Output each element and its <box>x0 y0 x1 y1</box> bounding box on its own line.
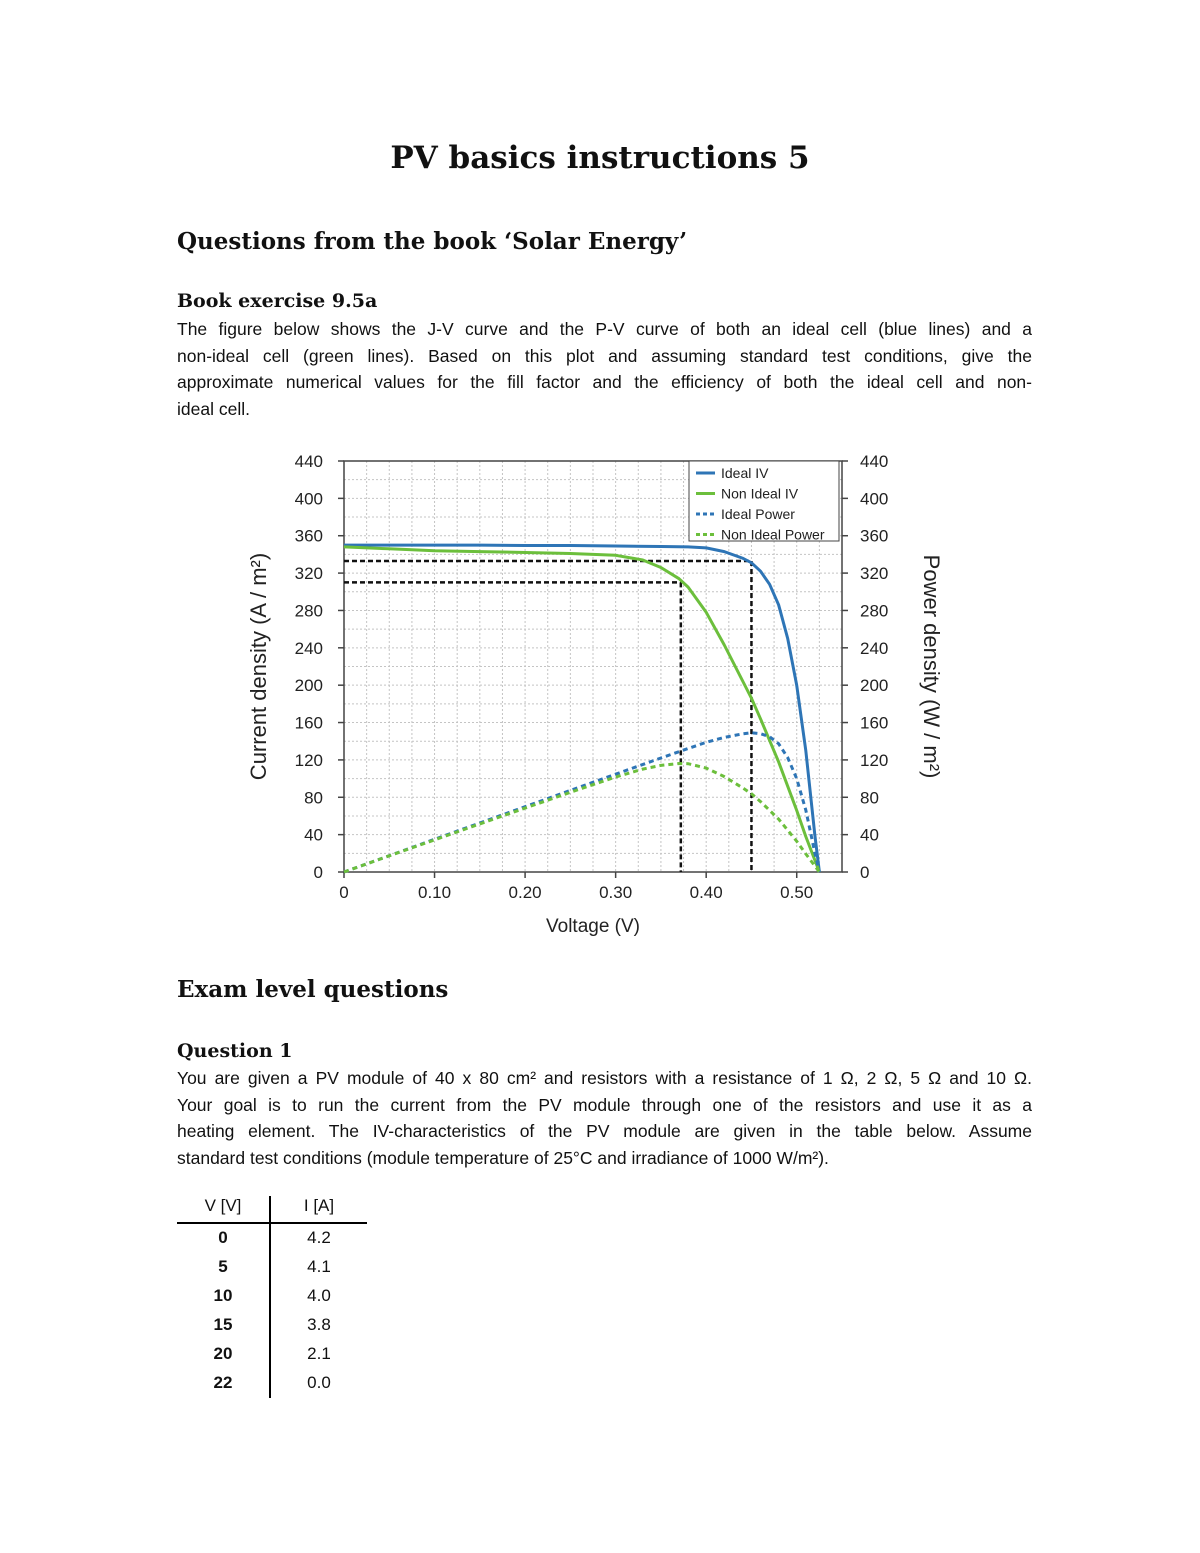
series-non-ideal-iv <box>344 547 819 872</box>
y-tick-label-left: 160 <box>294 713 323 733</box>
legend-label: Ideal IV <box>721 465 769 481</box>
jv-pv-chart <box>236 448 956 948</box>
y-tick-label-right: 400 <box>860 489 889 509</box>
table-cell-voltage: 22 <box>177 1369 270 1398</box>
y-tick-label-left: 400 <box>294 489 323 509</box>
table-row <box>177 1282 367 1311</box>
table-cell-current: 2.1 <box>307 1344 331 1363</box>
section-heading-book: Questions from the book ‘Solar Energy’ <box>177 228 688 255</box>
table-cell-voltage: 0 <box>177 1223 270 1253</box>
series-ideal-iv <box>344 545 819 872</box>
table-row <box>177 1223 367 1253</box>
legend-label: Ideal Power <box>721 506 795 522</box>
y-tick-label-right: 80 <box>860 788 879 808</box>
document-title: PV basics instructions 5 <box>390 140 810 176</box>
table-cell-current: 3.8 <box>307 1315 331 1334</box>
table-cell-voltage: 5 <box>177 1253 270 1282</box>
y-tick-label-right: 320 <box>860 564 889 584</box>
x-tick-label: 0.30 <box>599 883 633 902</box>
y-tick-label-left: 440 <box>294 452 323 471</box>
x-tick-label: 0.20 <box>508 883 542 902</box>
table-row <box>177 1369 367 1398</box>
y-tick-label-right: 160 <box>860 713 889 733</box>
table-header-voltage: V [V] <box>177 1196 270 1223</box>
chart-svg <box>236 448 956 948</box>
legend-label: Non Ideal IV <box>721 485 799 502</box>
y-tick-label-right: 360 <box>860 526 889 546</box>
x-tick-label: 0.40 <box>689 883 723 902</box>
exercise-line: The figure below shows the J-V curve and the P-V curve of both an ideal cell (blue lines) and a <box>177 319 1032 339</box>
y-tick-label-right: 40 <box>860 825 879 845</box>
y-tick-label-right: 440 <box>860 452 889 471</box>
question-paragraph <box>177 1065 1032 1171</box>
question-line: heating element. The IV-characteristics of the PV module are given in the table below. Assume <box>177 1121 1032 1141</box>
x-tick-label: 0 <box>339 883 349 902</box>
y-tick-label-right: 280 <box>860 601 889 621</box>
y-tick-label-right: 200 <box>860 676 889 696</box>
table-cell-voltage: 15 <box>177 1311 270 1340</box>
x-tick-label: 0.10 <box>417 883 452 902</box>
y-tick-label-left: 320 <box>294 564 323 584</box>
table-row <box>177 1340 367 1369</box>
y-axis-label-left: Current density (A / m²) <box>246 552 271 781</box>
legend-label: Non Ideal Power <box>721 526 825 543</box>
question-line: You are given a PV module of 40 x 80 cm² and resistors with a resistance of 1 Ω, 2 Ω, 5 Ω and 10 Ω. <box>177 1068 1032 1088</box>
y-tick-label-left: 360 <box>294 526 323 546</box>
y-tick-label-left: 280 <box>294 601 323 621</box>
table-cell-current: 4.2 <box>307 1228 331 1247</box>
table-cell-current: 0.0 <box>307 1373 331 1392</box>
series-ideal-power <box>344 733 819 872</box>
x-tick-label: 0.50 <box>780 883 814 902</box>
y-tick-label-left: 240 <box>294 638 323 658</box>
question-line: Your goal is to run the current from the PV module through one of the resistors and use it as a <box>177 1094 1032 1115</box>
y-tick-label-left: 80 <box>304 788 323 808</box>
table-cell-voltage: 20 <box>177 1340 270 1369</box>
y-tick-label-left: 200 <box>294 676 323 696</box>
y-tick-label-right: 240 <box>860 638 889 658</box>
table-cell-current: 4.1 <box>307 1257 331 1276</box>
question-line: standard test conditions (module temperature of 25°C and irradiance of 1000 W/m²). <box>177 1147 829 1168</box>
table-header-current: I [A] <box>270 1196 367 1223</box>
y-tick-label-right: 0 <box>860 863 870 882</box>
exercise-line: non-ideal cell (green lines). Based on this plot and assuming standard test conditions, give the <box>177 345 1032 366</box>
exercise-line: approximate numerical values for the fill factor and the efficiency of both the ideal cell and non- <box>177 372 1032 392</box>
exercise-heading: Book exercise 9.5a <box>177 290 378 312</box>
table-cell-voltage: 10 <box>177 1282 270 1311</box>
y-tick-label-left: 120 <box>294 750 323 770</box>
section-heading-exam: Exam level questions <box>177 976 449 1003</box>
exercise-paragraph <box>177 316 1032 422</box>
table-row <box>177 1253 367 1282</box>
series-non-ideal-power <box>344 764 819 873</box>
table-row <box>177 1311 367 1340</box>
exercise-line: ideal cell. <box>177 398 250 419</box>
y-tick-label-left: 0 <box>313 863 323 882</box>
question-heading: Question 1 <box>177 1040 293 1062</box>
y-tick-label-left: 40 <box>304 825 323 845</box>
y-tick-label-right: 120 <box>860 750 889 770</box>
x-axis-label: Voltage (V) <box>546 916 640 937</box>
iv-characteristics-table <box>177 1196 367 1398</box>
table-cell-current: 4.0 <box>307 1286 331 1305</box>
table-header-row <box>177 1196 367 1223</box>
y-axis-label-right: Power density (W / m²) <box>919 554 944 779</box>
